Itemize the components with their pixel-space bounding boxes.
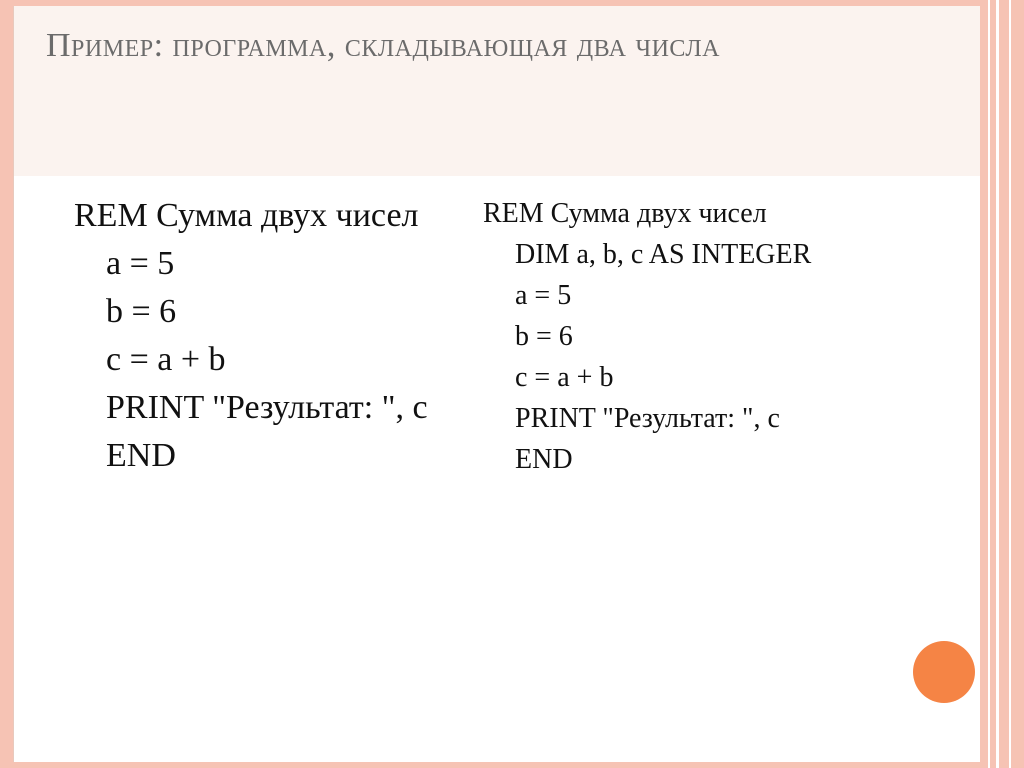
code-line: c = a + b: [106, 341, 226, 378]
code-line: PRINT "Результат: ", c: [515, 403, 780, 434]
code-block-left: [74, 192, 474, 480]
slide-title: Пример: программа, складывающая два числа: [46, 27, 720, 64]
right-stripe: [999, 0, 1009, 768]
code-line: DIM a, b, c AS INTEGER: [515, 239, 812, 270]
frame-bottom-border: [0, 762, 985, 768]
code-line: END: [106, 437, 176, 474]
code-line: b = 6: [515, 321, 573, 352]
code-line: b = 6: [106, 293, 177, 330]
code-line: END: [515, 444, 573, 475]
code-block-right: [483, 193, 913, 480]
code-line: a = 5: [106, 245, 175, 282]
code-line: REM Сумма двух чисел: [74, 197, 419, 234]
code-line: a = 5: [515, 280, 572, 311]
code-line: c = a + b: [515, 362, 614, 393]
right-stripe: [980, 0, 988, 768]
right-stripe: [1011, 0, 1024, 768]
code-line: REM Сумма двух чисел: [483, 198, 767, 229]
frame-left-border: [0, 0, 13, 768]
code-line: PRINT "Результат: ", c: [106, 389, 428, 426]
accent-dot: [913, 641, 975, 703]
